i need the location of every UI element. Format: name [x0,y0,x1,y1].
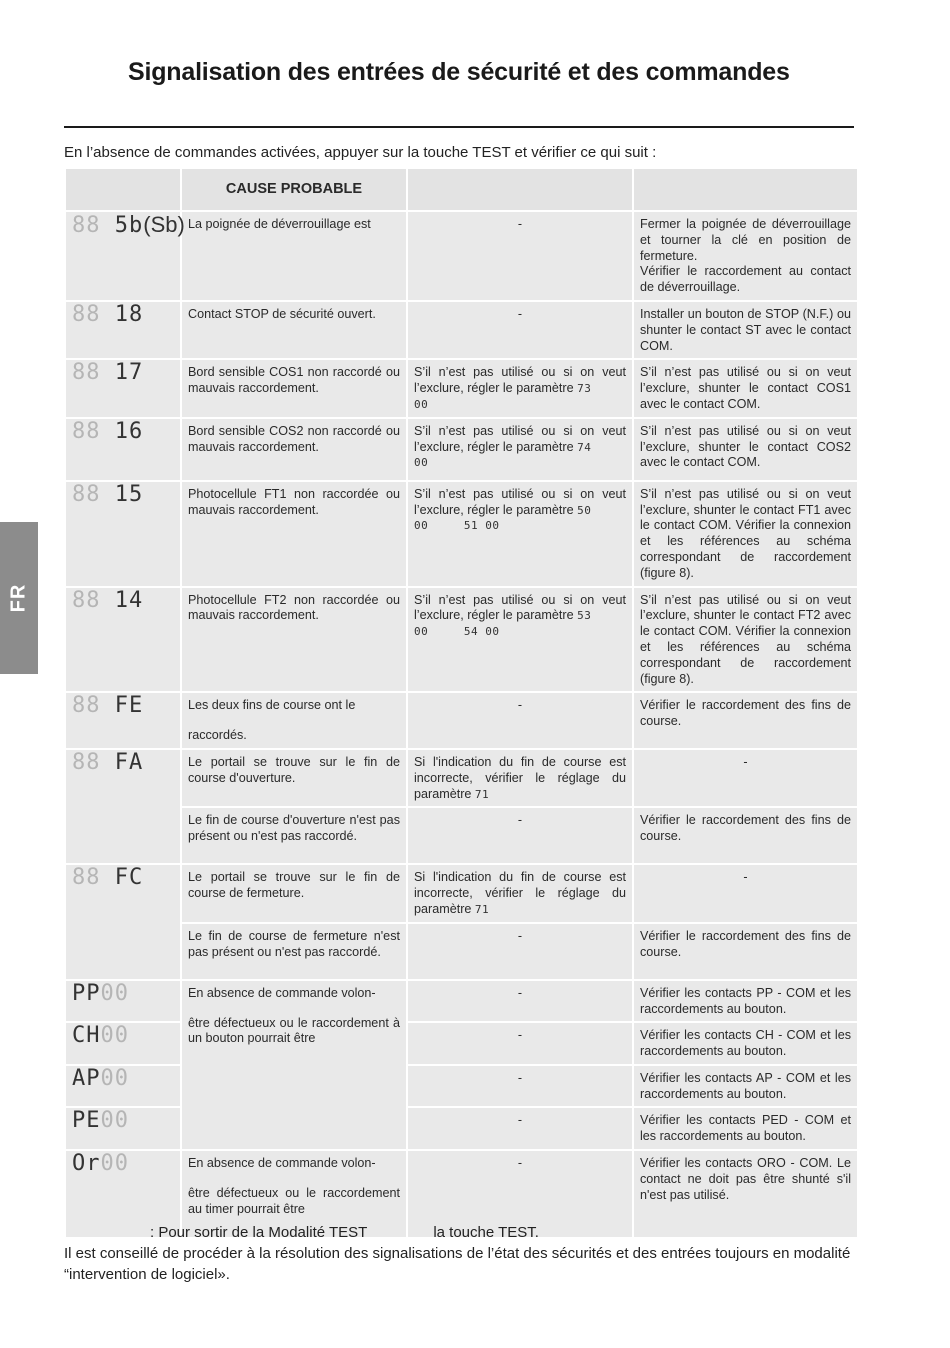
check-text: S’il n’est pas utilisé ou si on veut l’exclure, régler le paramètre [414,486,626,517]
param-code: 74 [577,440,592,454]
title-rule [64,126,854,128]
table-row [66,360,857,416]
solution-cell: S’il n’est pas utilisé ou si on veut l’exclure, shunter le contact FT1 avec le contact COM. Vérifier la connexion et les références au schéma correspondant de raccordement (figure 8). [634,482,857,586]
param-code: 53 [577,609,592,623]
cause-cell: Le fin de course d'ouverture n'est pas présent ou n'est pas raccordé. [182,808,406,863]
table-row [66,588,857,692]
cause-cell: Photocellule FT2 non raccordée ou mauvais raccordement. [182,588,406,692]
check-cell: - [408,1151,632,1237]
table-row [66,482,857,586]
param-code: 71 [474,902,490,916]
param-code: 73 [577,382,592,396]
cause-cell [182,981,406,1149]
header-solution [634,169,857,210]
cause-text: Les deux fins de course ont le [188,698,356,713]
display-code: 88 18 [66,302,180,358]
check-cell: - [408,981,632,1022]
cause-cell: Photocellule FT1 non raccordée ou mauvais raccordement. [182,482,406,586]
cause-cell: Le fin de course de fermeture n'est pas présent ou n'est pas raccordé. [182,924,406,979]
page-title: Signalisation des entrées de sécurité et des commandes [128,58,790,86]
solution-cell: - [634,865,857,921]
cause-text: En absence de commande volon- [188,985,376,1000]
table-row [66,693,857,748]
cause-cell: Le portail se trouve sur le fin de course d'ouverture. [182,750,406,806]
display-code: 88 16 [66,419,180,480]
table-row [66,419,857,480]
param-code: 50 [577,503,592,517]
check-cell [408,750,632,806]
table-row [66,212,857,300]
cause-cell: Bord sensible COS2 non raccordé ou mauvais raccordement. [182,419,406,480]
display-code: CH00 [66,1023,180,1064]
cause-text: raccordés. [188,728,247,743]
note-text: la touche TEST. [433,1224,539,1241]
param-code: 71 [474,787,490,801]
table-header-row [66,169,857,210]
solution-cell: Vérifier le raccordement des fins de course. [634,924,857,979]
solution-cell: Vérifier le raccordement des fins de course. [634,693,857,748]
check-cell: - [408,1066,632,1107]
param-value: 00 [414,456,429,470]
check-cell: - [408,212,632,300]
check-text: S’il n’est pas utilisé ou si on veut l’exclure, régler le paramètre [414,365,626,396]
param-value: 00 51 00 [414,519,500,533]
check-text: S’il n’est pas utilisé ou si on veut l’exclure, régler le paramètre [414,592,626,623]
display-code: 88 FC [66,865,180,978]
solution-cell: - [634,750,857,806]
signals-table [64,167,859,1239]
check-cell: - [408,1023,632,1064]
table-row [66,302,857,358]
check-cell: - [408,808,632,863]
display-code: 88 5b(Sb) [66,212,180,300]
check-cell [408,482,632,586]
header-cause: CAUSE PROBABLE [182,169,406,210]
solution-cell: Vérifier les contacts CH - COM et les raccordements au bouton. [634,1023,857,1064]
check-text: Si l'indication du fin de course est incorrecte, vérifier le réglage du paramètre [414,870,626,916]
language-tab-label: FR [7,583,30,613]
check-cell [408,419,632,480]
display-code: 88 14 [66,588,180,692]
language-tab [0,522,38,674]
display-code: 88 17 [66,360,180,416]
check-text: S’il n’est pas utilisé ou si on veut l’exclure, régler le paramètre [414,423,626,454]
check-cell [408,588,632,692]
cause-cell: Contact STOP de sécurité ouvert. [182,302,406,358]
note-text: : Pour sortir de la Modalité TEST [150,1224,368,1241]
display-code: AP00 [66,1066,180,1107]
table-row [66,750,857,806]
check-cell: - [408,924,632,979]
header-check [408,169,632,210]
solution-cell: S’il n’est pas utilisé ou si on veut l’exclure, shunter le contact COS2 avec le contact COM. [634,419,857,480]
display-code: 88 15 [66,482,180,586]
cause-text: être défectueux ou le raccordement à un bouton pourrait être [188,1015,400,1046]
check-cell [408,360,632,416]
solution-cell: Installer un bouton de STOP (N.F.) ou shunter le contact ST avec le contact COM. [634,302,857,358]
solution-cell: Vérifier les contacts PED - COM et les raccordements au bouton. [634,1108,857,1149]
solution-cell: S’il n’est pas utilisé ou si on veut l’exclure, shunter le contact COS1 avec le contact COM. [634,360,857,416]
param-value: 00 [414,397,429,411]
display-code: Or00 [66,1151,180,1237]
header-display [66,169,180,210]
display-code: PP00 [66,981,180,1022]
solution-cell: Vérifier les contacts PP - COM et les raccordements au bouton. [634,981,857,1022]
cause-cell: Le portail se trouve sur le fin de course de fermeture. [182,865,406,921]
display-code: 88 FE [66,693,180,748]
param-value: 00 54 00 [414,625,500,639]
solution-cell: Vérifier le raccordement des fins de course. [634,808,857,863]
note-line-2: Il est conseillé de procéder à la résolution des signalisations de l’état des sécurités et des entrées toujours en modalité “intervention de logiciel». [64,1245,851,1283]
note-line-1 [64,1222,864,1243]
cause-text: être défectueux ou le raccordement au timer pourrait être [188,1185,400,1216]
cause-text: En absence de commande volon- [188,1156,376,1171]
table-row [66,981,857,1022]
display-code: PE00 [66,1108,180,1149]
check-cell: - [408,302,632,358]
cause-cell [182,693,406,748]
solution-cell: Vérifier les contacts ORO - COM. Le contact ne doit pas être shunté s'il n'est pas utilisé. [634,1151,857,1237]
footer-note [64,1222,864,1285]
solution-cell: Vérifier les contacts AP - COM et les raccordements au bouton. [634,1066,857,1107]
check-text: Si l'indication du fin de course est incorrecte, vérifier le réglage du paramètre [414,754,626,801]
check-cell: - [408,1108,632,1149]
cause-cell: Bord sensible COS1 non raccordé ou mauvais raccordement. [182,360,406,416]
intro-text: En l’absence de commandes activées, appuyer sur la touche TEST et vérifier ce qui suit : [64,144,657,161]
table-row [66,808,857,863]
solution-cell: S’il n’est pas utilisé ou si on veut l’exclure, shunter le contact FT2 avec le contact COM. Vérifier la connexion et les références au schéma correspondant de raccordement (figure 8). [634,588,857,692]
check-cell: - [408,693,632,748]
display-code: 88 FA [66,750,180,863]
table-row [66,924,857,979]
solution-cell: Fermer la poignée de déverrouillage et tourner la clé en position de fermeture. Vérifier le raccordement au contact de déverrouillage. [634,212,857,300]
cause-cell: La poignée de déverrouillage est [182,212,406,300]
check-cell [408,865,632,921]
table-row [66,865,857,921]
